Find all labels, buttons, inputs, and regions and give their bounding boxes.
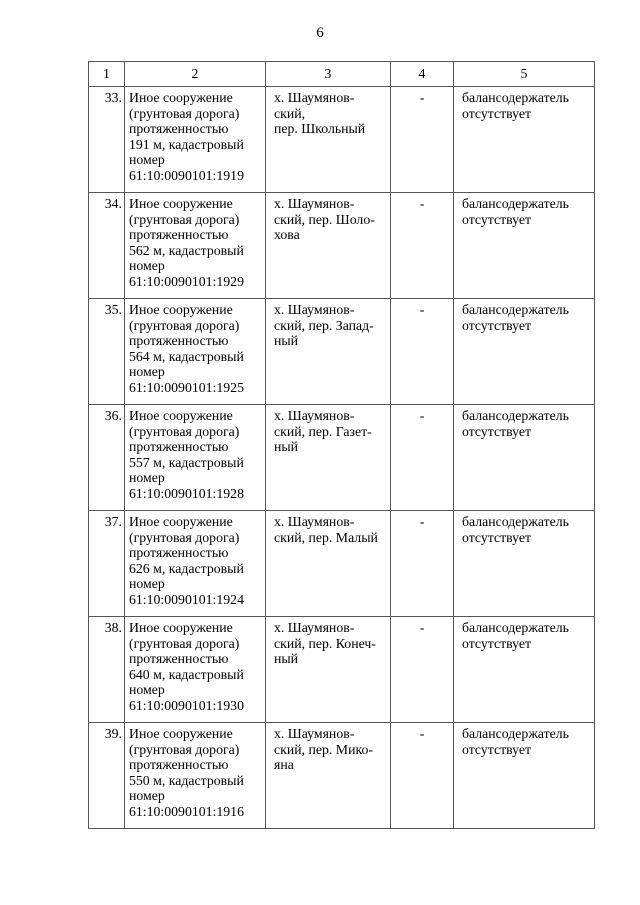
column-4-value: - — [391, 511, 454, 617]
balance-holder: балансодержатель отсутствует — [454, 193, 595, 299]
property-registry-table — [88, 61, 595, 829]
table-row — [89, 511, 595, 617]
balance-holder: балансодержатель отсутствует — [454, 299, 595, 405]
row-number: 33. — [89, 87, 125, 193]
column-4-value: - — [391, 723, 454, 829]
table-row — [89, 299, 595, 405]
table-row — [89, 617, 595, 723]
object-description: Иное сооружение (грунтовая дорога) протяженностью 562 м, кадастровый номер 61:10:0090101:1929 — [125, 193, 266, 299]
row-number: 37. — [89, 511, 125, 617]
object-address: х. Шаумянов- ский, пер. Шоло- хова — [266, 193, 391, 299]
balance-holder: балансодержатель отсутствует — [454, 511, 595, 617]
column-4-value: - — [391, 617, 454, 723]
object-address: х. Шаумянов- ский, пер. Малый — [266, 511, 391, 617]
object-description: Иное сооружение (грунтовая дорога) протяженностью 191 м, кадастровый номер 61:10:0090101:1919 — [125, 87, 266, 193]
object-address: х. Шаумянов- ский, пер. Мико- яна — [266, 723, 391, 829]
header-cell-1: 1 — [89, 62, 125, 87]
row-number: 38. — [89, 617, 125, 723]
balance-holder: балансодержатель отсутствует — [454, 87, 595, 193]
column-4-value: - — [391, 299, 454, 405]
object-address: х. Шаумянов- ский, пер. Газет- ный — [266, 405, 391, 511]
object-description: Иное сооружение (грунтовая дорога) протяженностью 564 м, кадастровый номер 61:10:0090101:1925 — [125, 299, 266, 405]
table-row — [89, 723, 595, 829]
column-4-value: - — [391, 405, 454, 511]
table-row — [89, 87, 595, 193]
object-description: Иное сооружение (грунтовая дорога) протяженностью 557 м, кадастровый номер 61:10:0090101:1928 — [125, 405, 266, 511]
table-row — [89, 405, 595, 511]
table-row — [89, 193, 595, 299]
header-cell-2: 2 — [125, 62, 266, 87]
table-header-row — [89, 62, 595, 87]
header-cell-5: 5 — [454, 62, 595, 87]
column-4-value: - — [391, 87, 454, 193]
row-number: 34. — [89, 193, 125, 299]
header-cell-4: 4 — [391, 62, 454, 87]
object-address: х. Шаумянов- ский, пер. Конеч- ный — [266, 617, 391, 723]
row-number: 35. — [89, 299, 125, 405]
header-cell-3: 3 — [266, 62, 391, 87]
row-number: 39. — [89, 723, 125, 829]
object-description: Иное сооружение (грунтовая дорога) протяженностью 626 м, кадастровый номер 61:10:0090101:1924 — [125, 511, 266, 617]
object-address: х. Шаумянов- ский, пер. Запад- ный — [266, 299, 391, 405]
row-number: 36. — [89, 405, 125, 511]
page-number: 6 — [316, 25, 324, 41]
balance-holder: балансодержатель отсутствует — [454, 617, 595, 723]
object-description: Иное сооружение (грунтовая дорога) протяженностью 550 м, кадастровый номер 61:10:0090101:1916 — [125, 723, 266, 829]
object-address: х. Шаумянов- ский, пер. Школьный — [266, 87, 391, 193]
column-4-value: - — [391, 193, 454, 299]
balance-holder: балансодержатель отсутствует — [454, 723, 595, 829]
balance-holder: балансодержатель отсутствует — [454, 405, 595, 511]
object-description: Иное сооружение (грунтовая дорога) протяженностью 640 м, кадастровый номер 61:10:0090101:1930 — [125, 617, 266, 723]
